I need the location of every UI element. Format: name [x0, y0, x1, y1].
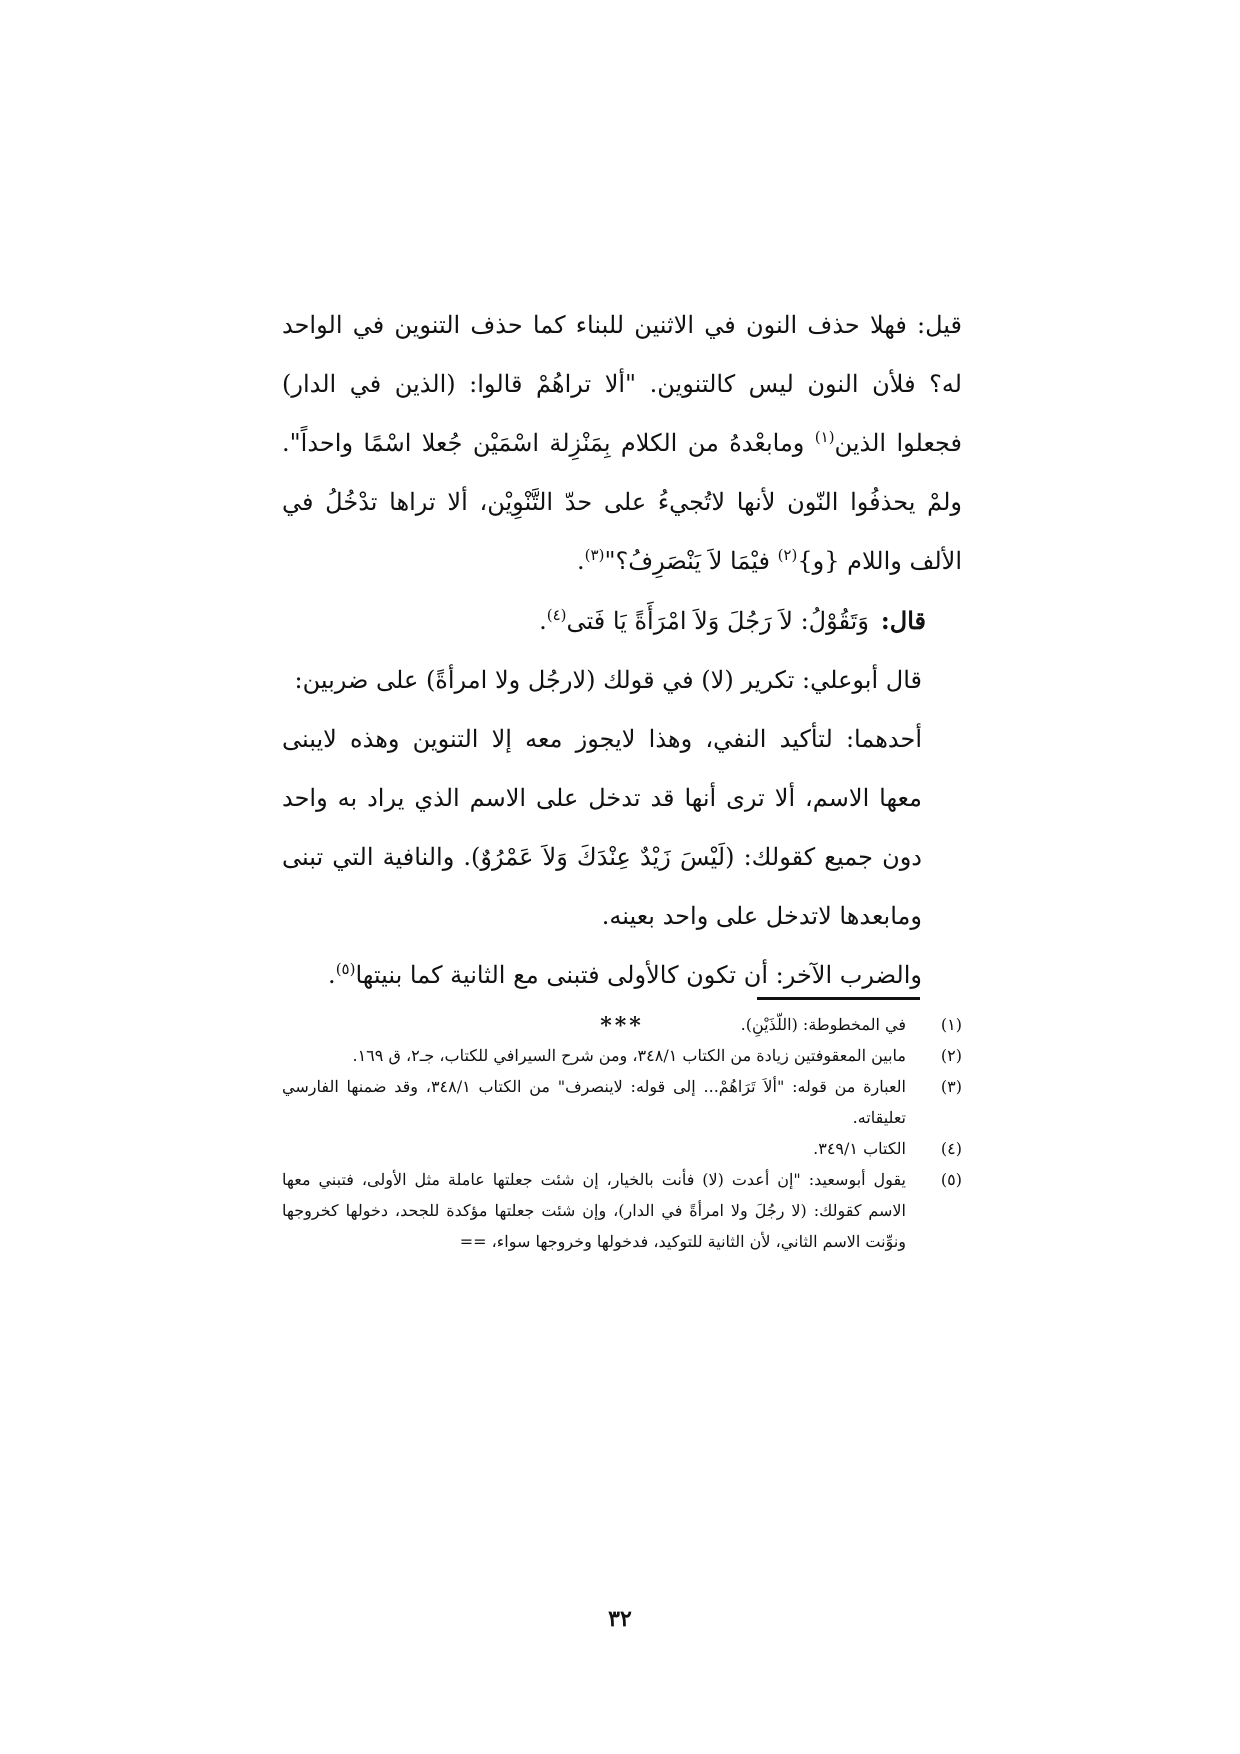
footnote-number: (٤)	[940, 1139, 962, 1158]
footnote-text: الكتاب ٣٤٩/١.	[813, 1139, 906, 1158]
footnote-ref-2: (٢)	[777, 546, 798, 564]
footnote-number: (٢)	[940, 1046, 962, 1065]
footnote-item	[282, 1133, 962, 1164]
footnote-ref-1: (١)	[814, 428, 835, 446]
paragraph-text: .	[328, 961, 336, 989]
paragraph-text: فيْمَا لاَ يَنْصَرِفُ؟"	[604, 547, 778, 575]
footnote-item	[282, 1164, 962, 1257]
footnote-ref-5: (٥)	[335, 960, 356, 978]
paragraph-text: .	[539, 607, 547, 635]
footnote-item	[282, 1071, 962, 1133]
paragraph-question	[282, 296, 962, 591]
footnote-text: في المخطوطة: (اللّذَيْنِ).	[740, 1015, 906, 1034]
qal-label: قال:	[880, 606, 926, 635]
page-number: ٣٢	[608, 1606, 632, 1632]
footnote-text: العبارة من قوله: "ألاَ تَرَاهُمْ... إلى قوله: لاينصرف" من الكتاب ٣٤٨/١، وقد ضمنها الفارسي تعليقاته.	[282, 1077, 907, 1127]
footnote-ref-4: (٤)	[546, 606, 567, 624]
footnote-text: مابين المعقوفتين زيادة من الكتاب ٣٤٨/١، ومن شرح السيرافي للكتاب، جـ٢، ق ١٦٩.	[352, 1046, 906, 1065]
paragraph-text: قيل: فهلا حذف النون في الاثنين للبناء كما حذف التنوين في الواحد له؟ فلأن النون ليس كالتنوين. "ألا تراهُمْ قالوا: (الذين في الدار) فجعلوا الذين	[282, 311, 962, 457]
footnote-item	[282, 1009, 962, 1040]
paragraph-qal	[282, 591, 962, 651]
footnote-number: (٣)	[940, 1077, 962, 1096]
paragraph-first-kind: أحدهما: لتأكيد النفي، وهذا لايجوز معه إلا التنوين وهذه لايبنى معها الاسم، ألا ترى أنها قد تدخل على الاسم الذي يراد به واحد دون جميع كقولك: (لَيْسَ زَيْدٌ عِنْدَكَ وَلاَ عَمْرُوٌ). والنافية التي تبنى ومابعدها لاتدخل على واحد بعينه.	[282, 725, 922, 930]
paragraph-text: .	[577, 547, 585, 575]
footnote-number: (١)	[940, 1015, 962, 1034]
section-separator: ***	[600, 1013, 644, 1039]
footnote-divider	[757, 997, 920, 1000]
paragraph-abu-ali: قال أبوعلي: تكرير (لا) في قولك (لارجُل ولا امرأةً) على ضربين:	[294, 666, 922, 694]
paragraph-text: ومابعْدهُ من الكلام بِمَنْزِلة اسْمَيْن جُعلا اسْمًا واحداً". ولمْ يحذفُوا النّون لأنها لاتُجيءُ على حدّ التَّنْوِيْن، ألا تراها تدْخُلُ في الألف واللام {و}	[282, 429, 962, 575]
quote-text: وَتَقُوْلُ: لاَ رَجُلَ وَلاَ امْرَأَةً يَا فَتى	[566, 607, 869, 635]
footnote-text: يقول أبوسعيد: "إن أعدت (لا) فأنت بالخيار، إن شئت جعلتها عاملة مثل الأولى، فتبني معها الاسم كقولك: (لا رجُلَ ولا امرأةً في الدار)، وإن شئت جعلتها مؤكدة للجحد، دخولها كخروجها ونوِّنت الاسم الثاني، لأن الثانية للتوكيد، فدخولها وخروجها سواء، ==	[282, 1170, 906, 1251]
footnote-number: (٥)	[940, 1170, 962, 1189]
paragraph-text: والضرب الآخر: أن تكون كالأولى فتبنى مع الثانية كما بنيتها	[355, 961, 922, 989]
footnote-ref-3: (٣)	[584, 546, 605, 564]
footnotes	[282, 1009, 962, 1257]
footnote-item	[282, 1040, 962, 1071]
main-text	[282, 296, 962, 1041]
